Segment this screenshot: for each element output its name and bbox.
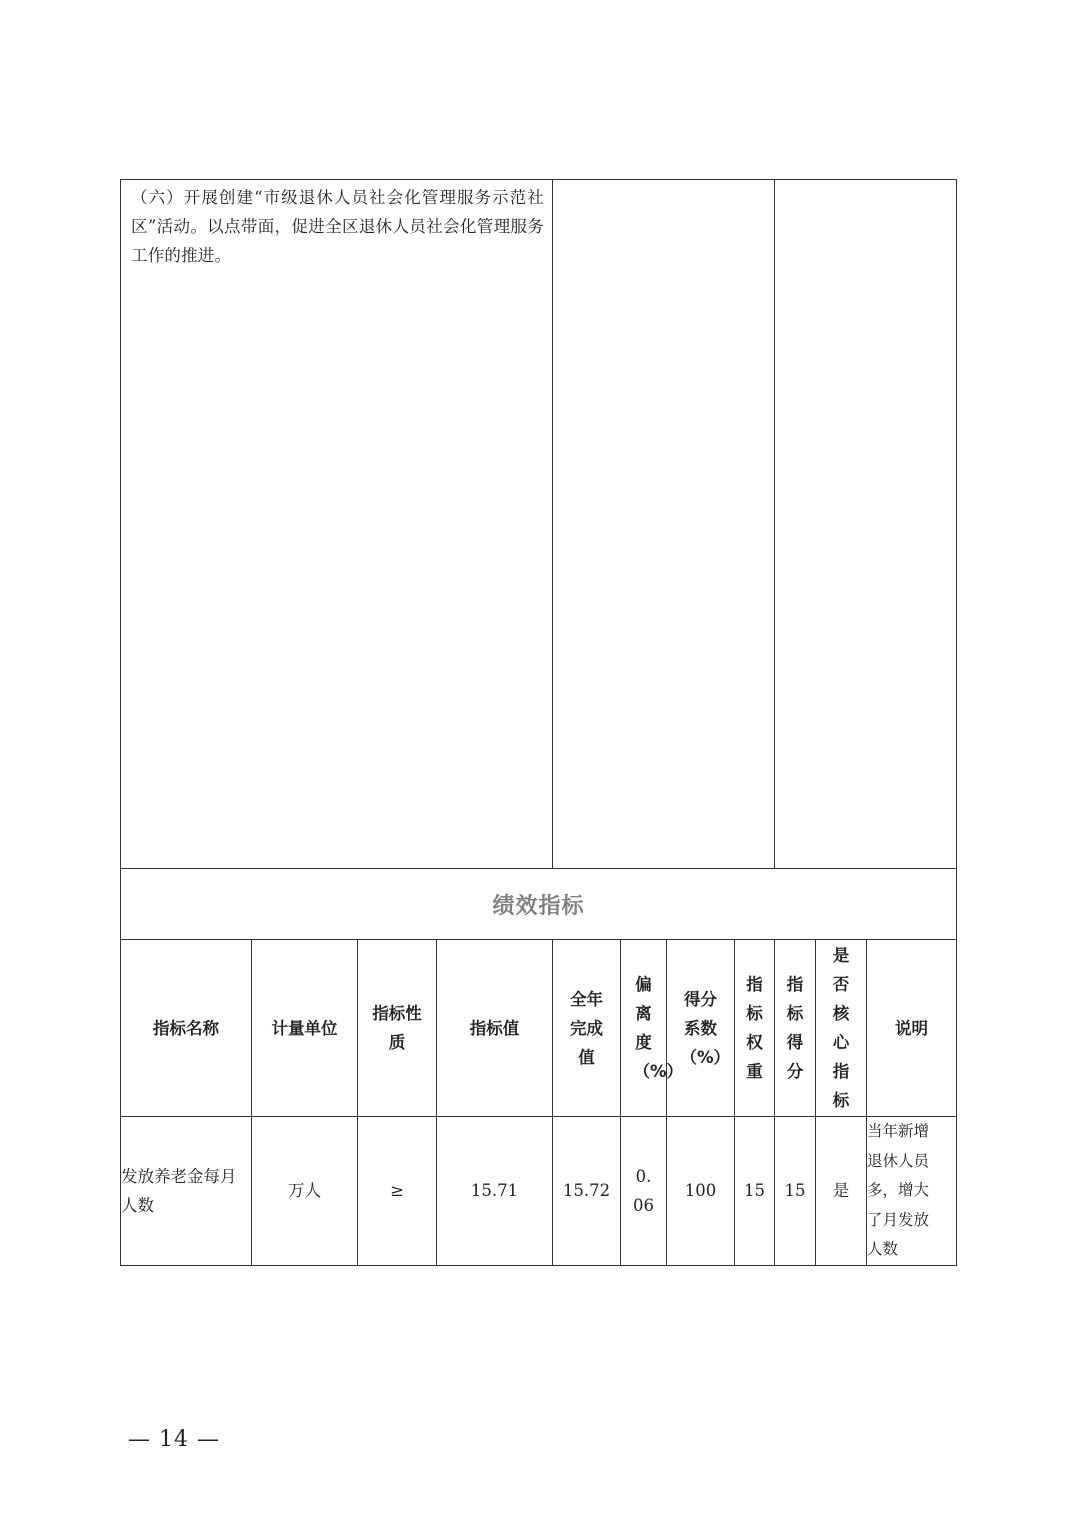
cell-note: 当年新增退休人员多，增大了月发放人数 (867, 1117, 957, 1266)
section-title: 绩效指标 (121, 869, 957, 940)
performance-table (120, 179, 957, 1266)
header-core: 是否核心指标 (816, 940, 867, 1117)
cell-score: 15 (775, 1117, 816, 1266)
header-unit: 计量单位 (252, 940, 358, 1117)
header-coefficient: 得分系数（%） (667, 940, 735, 1117)
cell-deviation: 0.06 (621, 1117, 667, 1266)
empty-cell (553, 180, 775, 869)
header-name: 指标名称 (121, 940, 252, 1117)
table-row (121, 1117, 957, 1266)
section-row (121, 869, 957, 940)
work-content-cell (121, 180, 553, 869)
cell-core: 是 (816, 1117, 867, 1266)
cell-coefficient: 100 (667, 1117, 735, 1266)
header-nature: 指标性质 (358, 940, 437, 1117)
cell-unit: 万人 (252, 1117, 358, 1266)
cell-actual: 15.72 (553, 1117, 621, 1266)
header-score: 指标得分 (775, 940, 816, 1117)
header-note: 说明 (867, 940, 957, 1117)
header-actual: 全年完成值 (553, 940, 621, 1117)
cell-target: 15.71 (437, 1117, 553, 1266)
cell-name: 发放养老金每月人数 (121, 1117, 252, 1266)
cell-nature: ≥ (358, 1117, 437, 1266)
cell-weight: 15 (735, 1117, 775, 1266)
header-target: 指标值 (437, 940, 553, 1117)
page-number: — 14 — (128, 1427, 220, 1452)
header-row (121, 940, 957, 1117)
empty-cell (775, 180, 957, 869)
work-content-row (121, 180, 957, 869)
header-deviation: 偏离度（%） (621, 940, 667, 1117)
header-weight: 指标权重 (735, 940, 775, 1117)
work-item-text: （六）开展创建“市级退休人员社会化管理服务示范社区”活动。以点带面，促进全区退休人员社会化管理服务工作的推进。 (131, 188, 544, 265)
